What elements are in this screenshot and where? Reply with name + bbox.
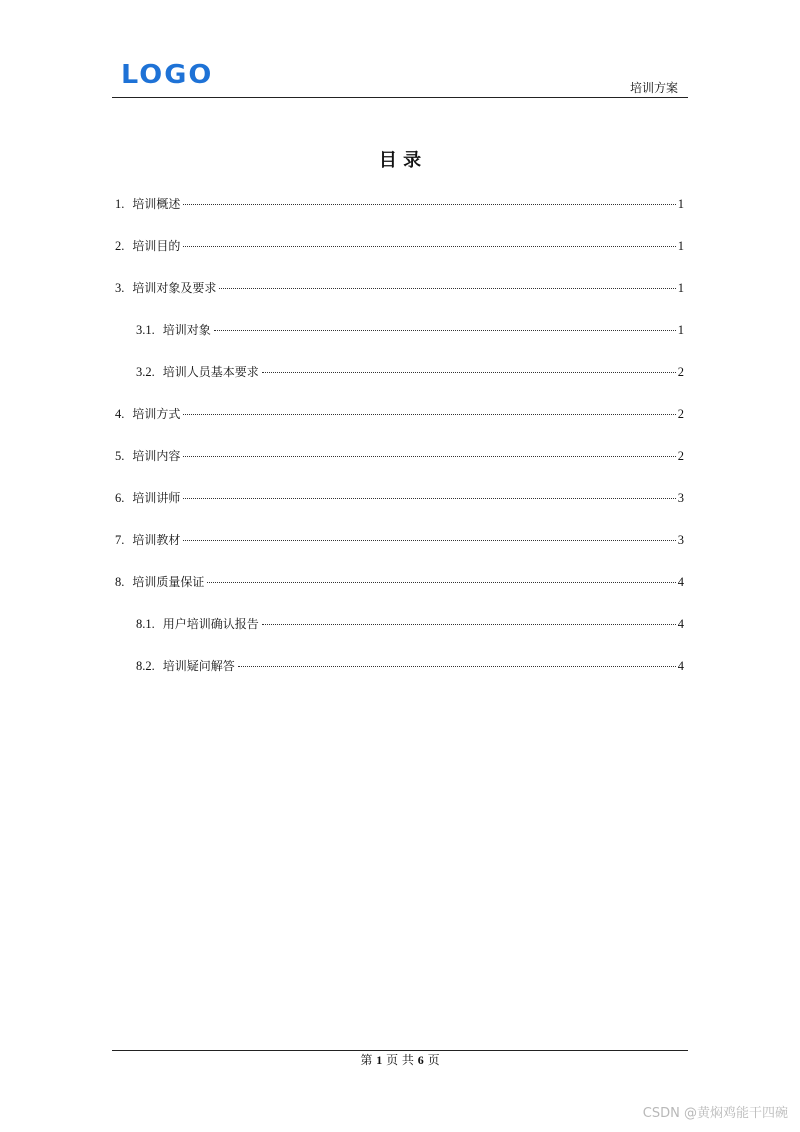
company-logo: LOGO bbox=[121, 60, 214, 90]
watermark: CSDN @黄焖鸡能干四碗 bbox=[642, 1106, 788, 1121]
toc-entry-label: 培训教材 bbox=[132, 533, 181, 547]
toc-dot-leader bbox=[262, 624, 676, 625]
toc-entry[interactable] bbox=[136, 363, 684, 381]
toc-dot-leader bbox=[183, 498, 675, 499]
toc-entry-page: 4 bbox=[677, 575, 684, 589]
toc-entry-number: 8.1. bbox=[136, 617, 155, 631]
toc-entry-label: 培训讲师 bbox=[132, 491, 181, 505]
toc-entry-page: 4 bbox=[677, 617, 684, 631]
header-document-title: 培训方案 bbox=[629, 81, 678, 95]
toc-entry-number: 2. bbox=[115, 239, 125, 253]
total-page-count: 6 bbox=[417, 1053, 424, 1067]
toc-entry-page: 1 bbox=[677, 239, 684, 253]
toc-entry[interactable] bbox=[115, 237, 684, 255]
page-prefix: 第 bbox=[360, 1053, 373, 1067]
toc-entry-page: 1 bbox=[677, 197, 684, 211]
page-number bbox=[0, 1052, 800, 1068]
toc-entry[interactable] bbox=[136, 657, 684, 675]
toc-entry-label: 培训人员基本要求 bbox=[162, 365, 259, 379]
toc-entry-number: 7. bbox=[115, 533, 125, 547]
toc-dot-leader bbox=[183, 246, 675, 247]
toc-entry[interactable] bbox=[115, 447, 684, 465]
page-suffix: 页 bbox=[427, 1053, 440, 1067]
current-page-number: 1 bbox=[376, 1053, 383, 1067]
toc-dot-leader bbox=[219, 288, 675, 289]
toc-entry-page: 2 bbox=[677, 407, 684, 421]
toc-entry-number: 5. bbox=[115, 449, 125, 463]
toc-entry-page: 3 bbox=[677, 533, 684, 547]
toc-dot-leader bbox=[183, 414, 675, 415]
toc-entry-number: 6. bbox=[115, 491, 125, 505]
toc-entry-label: 培训内容 bbox=[132, 449, 181, 463]
toc-entry-number: 3.2. bbox=[136, 365, 155, 379]
toc-entry-page: 4 bbox=[677, 659, 684, 673]
toc-title: 目 录 bbox=[378, 150, 422, 171]
toc-dot-leader bbox=[183, 204, 675, 205]
toc-dot-leader bbox=[207, 582, 675, 583]
toc-entry-number: 8.2. bbox=[136, 659, 155, 673]
footer-divider bbox=[112, 1050, 688, 1051]
toc-entry-label: 培训概述 bbox=[132, 197, 181, 211]
toc-entry-page: 2 bbox=[677, 449, 684, 463]
toc-dot-leader bbox=[262, 372, 676, 373]
toc-entry-number: 3.1. bbox=[136, 323, 155, 337]
toc-entry-label: 培训方式 bbox=[132, 407, 181, 421]
toc-entry-label: 用户培训确认报告 bbox=[162, 617, 259, 631]
toc-entry-page: 1 bbox=[677, 281, 684, 295]
toc-entry[interactable] bbox=[115, 489, 684, 507]
header-divider bbox=[112, 97, 688, 98]
total-word: 共 bbox=[401, 1053, 414, 1067]
toc-entry-page: 3 bbox=[677, 491, 684, 505]
toc-entry-number: 8. bbox=[115, 575, 125, 589]
toc-entry-label: 培训对象 bbox=[162, 323, 211, 337]
toc-entry[interactable] bbox=[115, 279, 684, 297]
toc-entry[interactable] bbox=[136, 321, 684, 339]
toc-dot-leader bbox=[183, 540, 675, 541]
toc-entry[interactable] bbox=[115, 531, 684, 549]
toc-dot-leader bbox=[238, 666, 676, 667]
toc-entry[interactable] bbox=[115, 195, 684, 213]
toc-entry[interactable] bbox=[115, 573, 684, 591]
toc-entry[interactable] bbox=[115, 405, 684, 423]
page-word: 页 bbox=[386, 1053, 399, 1067]
toc-entry[interactable] bbox=[136, 615, 684, 633]
toc-dot-leader bbox=[183, 456, 675, 457]
toc-entry-number: 3. bbox=[115, 281, 125, 295]
toc-entry-label: 培训疑问解答 bbox=[162, 659, 235, 673]
toc-entry-page: 2 bbox=[677, 365, 684, 379]
toc-entry-label: 培训目的 bbox=[132, 239, 181, 253]
toc-dot-leader bbox=[214, 330, 676, 331]
toc-entry-page: 1 bbox=[677, 323, 684, 337]
toc-entry-number: 1. bbox=[115, 197, 125, 211]
toc-entry-number: 4. bbox=[115, 407, 125, 421]
toc-entry-label: 培训对象及要求 bbox=[132, 281, 217, 295]
toc-entry-label: 培训质量保证 bbox=[132, 575, 205, 589]
